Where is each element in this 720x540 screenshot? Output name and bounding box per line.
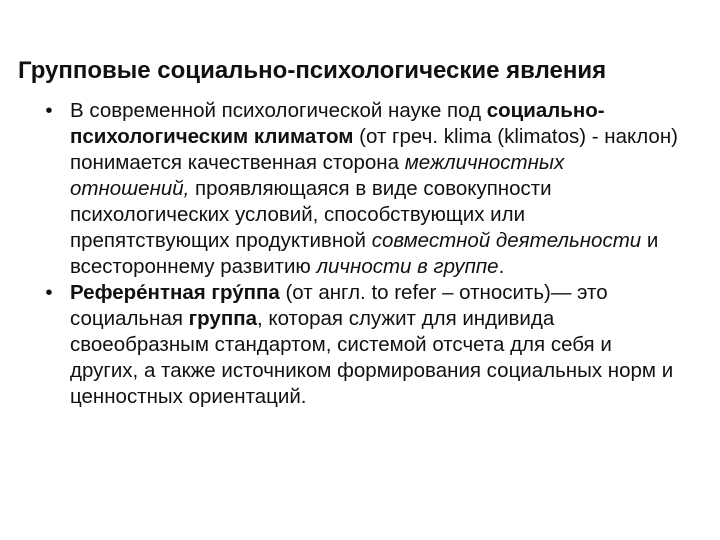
bullet-list: [38, 98, 678, 410]
text-run: .: [498, 255, 505, 278]
text-run: и всестороннему развитию: [70, 229, 659, 278]
slide-title: Групповые социально-психологические явления: [18, 57, 607, 84]
bullet-dot-icon: •: [45, 99, 53, 122]
text-run: (от греч. klima (klimatos) - наклон) понимается качественная сторона: [70, 125, 678, 174]
bullet-item-reference-group: [38, 280, 678, 410]
text-run: (от англ. to refer – относить)— это социальная: [70, 281, 608, 330]
text-run: проявляющаяся в виде совокупности психологических условий, способствующих или препятствующих продуктивной: [70, 177, 552, 252]
term-joint-activity: совместной деятельности: [371, 229, 642, 252]
term-social-psychological-climate: социально-психологическим климатом: [70, 99, 605, 148]
bullet-item-climate: [38, 98, 678, 280]
bullet-dot-icon: •: [45, 281, 53, 304]
term-reference-group: Рефере́нтная гру́ппа: [70, 281, 280, 304]
term-personality-in-group: личности в группе: [316, 255, 499, 278]
term-group: группа: [188, 307, 257, 330]
term-interpersonal-relations: межличностных отношений,: [70, 151, 565, 200]
text-run: В современной психологической науке под: [70, 99, 487, 122]
text-run: , которая служит для индивида своеобразным стандартом, системой отсчета для себя и других, а также источником формирования социальных норм и ценностных ориентаций.: [70, 307, 674, 408]
